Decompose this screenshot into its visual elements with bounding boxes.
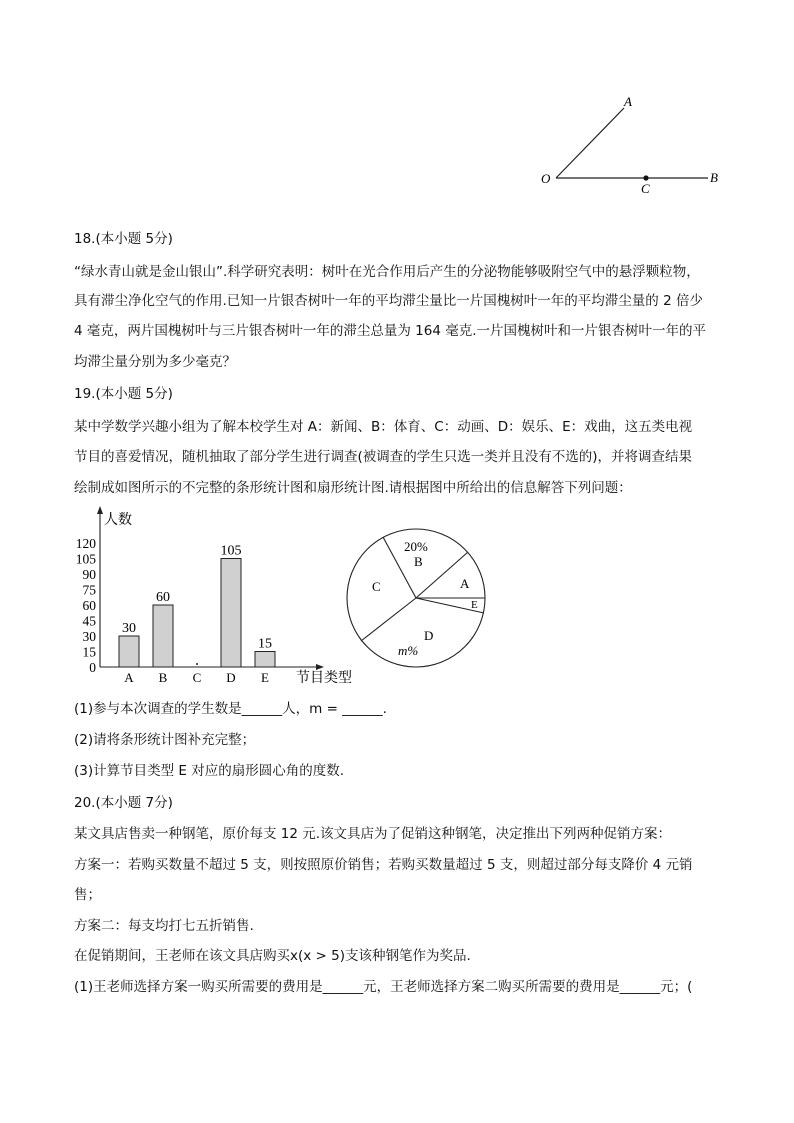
point-C bbox=[643, 175, 648, 180]
bar-D bbox=[221, 559, 241, 668]
q19-sub-3: (3)计算节目类型 E 对应的扇形圆心角的度数. bbox=[74, 763, 345, 779]
pie-label-E: E bbox=[471, 599, 478, 611]
q18-line-3: 4 毫克，两片国槐树叶与三片银杏树叶一年的滞尘总量为 164 毫克.一片国槐树叶和一片银杏树叶一年的平 bbox=[74, 323, 707, 339]
pie-chart bbox=[340, 525, 495, 675]
pie-annotation-D: m% bbox=[398, 643, 419, 658]
data-label-D: 105 bbox=[220, 543, 242, 559]
q18-line-2: 具有滞尘净化空气的作用.已知一片银杏树叶一年的平均滞尘量比一片国槐树叶一年的平均滞尘量的 2 倍少 bbox=[74, 293, 703, 309]
y-axis-arrow bbox=[97, 506, 103, 514]
y-tick-label: 30 bbox=[82, 629, 96, 644]
category-label-C: C bbox=[192, 670, 202, 685]
q20-line-1: 某文具店售卖一种钢笔，原价每支 12 元.该文具店为了促销这种钢笔，决定推出下列两种促销方案： bbox=[74, 826, 672, 842]
pie-label-C: C bbox=[372, 579, 381, 594]
pie-label-B: B bbox=[414, 554, 423, 569]
y-tick-label: 105 bbox=[75, 551, 96, 567]
bar-E bbox=[255, 652, 275, 668]
pie-annotation-B: 20% bbox=[404, 539, 428, 554]
y-tick-label: 15 bbox=[82, 644, 96, 660]
category-label-E: E bbox=[261, 670, 269, 685]
q19-sub-2: (2)请将条形统计图补充完整； bbox=[74, 732, 256, 748]
bar-C-placeholder bbox=[196, 663, 198, 665]
category-label-B: B bbox=[158, 670, 168, 685]
bar-chart bbox=[60, 500, 360, 690]
y-axis-label: 人数 bbox=[104, 513, 132, 528]
y-tick-label: 45 bbox=[82, 613, 96, 629]
y-tick-label: 75 bbox=[82, 582, 96, 598]
x-axis-arrow bbox=[316, 664, 324, 670]
q20-line-6: (1)王老师选择方案一购买所需要的费用是______元，王老师选择方案二购买所需要的费用是______元；( bbox=[74, 979, 693, 995]
data-label-B: 60 bbox=[156, 590, 170, 605]
q20-line-4: 方案二：每支均打七五折销售. bbox=[74, 918, 254, 934]
y-tick-label: 60 bbox=[82, 598, 96, 613]
q20-line-2: 方案一：若购买数量不超过 5 支，则按照原价销售；若购买数量超过 5 支，则超过部分每支降价 4 元销 bbox=[74, 857, 693, 873]
y-tick-label: 0 bbox=[89, 660, 96, 675]
label-A: A bbox=[624, 94, 632, 109]
ray-OA bbox=[556, 108, 624, 178]
category-label-D: D bbox=[226, 670, 236, 685]
bar-B bbox=[153, 605, 173, 667]
label-O: O bbox=[541, 171, 551, 186]
label-B: B bbox=[710, 170, 718, 185]
y-tick-label: 120 bbox=[75, 536, 96, 551]
q18-header: 18.(本小题 5分) bbox=[74, 231, 173, 247]
x-axis-label: 节目类型 bbox=[296, 671, 352, 686]
label-C: C bbox=[641, 181, 650, 196]
category-label-A: A bbox=[124, 670, 134, 685]
q19-header: 19.(本小题 5分) bbox=[74, 386, 173, 402]
q20-line-5: 在促销期间，王老师在该文具店购买x(x > 5)支该种钢笔作为奖品. bbox=[74, 948, 471, 964]
q19-line-2: 节目的喜爱情况，随机抽取了部分学生进行调查(被调查的学生只选一类并且没有不选的)，并将调查结果 bbox=[74, 449, 693, 465]
q19-sub-1: (1)参与本次调查的学生数是______人，m = ______. bbox=[74, 701, 387, 717]
q20-line-3: 售； bbox=[74, 887, 101, 903]
data-label-A: 30 bbox=[122, 621, 136, 636]
y-tick-label: 90 bbox=[82, 567, 96, 582]
pie-label-A: A bbox=[460, 576, 470, 591]
angle-figure bbox=[530, 92, 730, 197]
q18-line-4: 均滞尘量分别为多少毫克？ bbox=[74, 354, 236, 370]
q19-line-1: 某中学数学兴趣小组为了解本校学生对 A：新闻、B：体育、C：动画、D：娱乐、E：戏曲，这五类电视 bbox=[74, 419, 693, 435]
data-label-E: 15 bbox=[258, 636, 272, 652]
q19-line-3: 绘制成如图所示的不完整的条形统计图和扇形统计图.请根据图中所给出的信息解答下列问题： bbox=[74, 480, 632, 496]
q20-header: 20.(本小题 7分) bbox=[74, 795, 173, 811]
pie-label-D: D bbox=[424, 628, 434, 643]
q18-line-1: “绿水青山就是金山银山”.科学研究表明：树叶在光合作用后产生的分泌物能够吸附空气中的悬浮颗粒物， bbox=[74, 264, 700, 280]
bar-A bbox=[119, 636, 139, 667]
